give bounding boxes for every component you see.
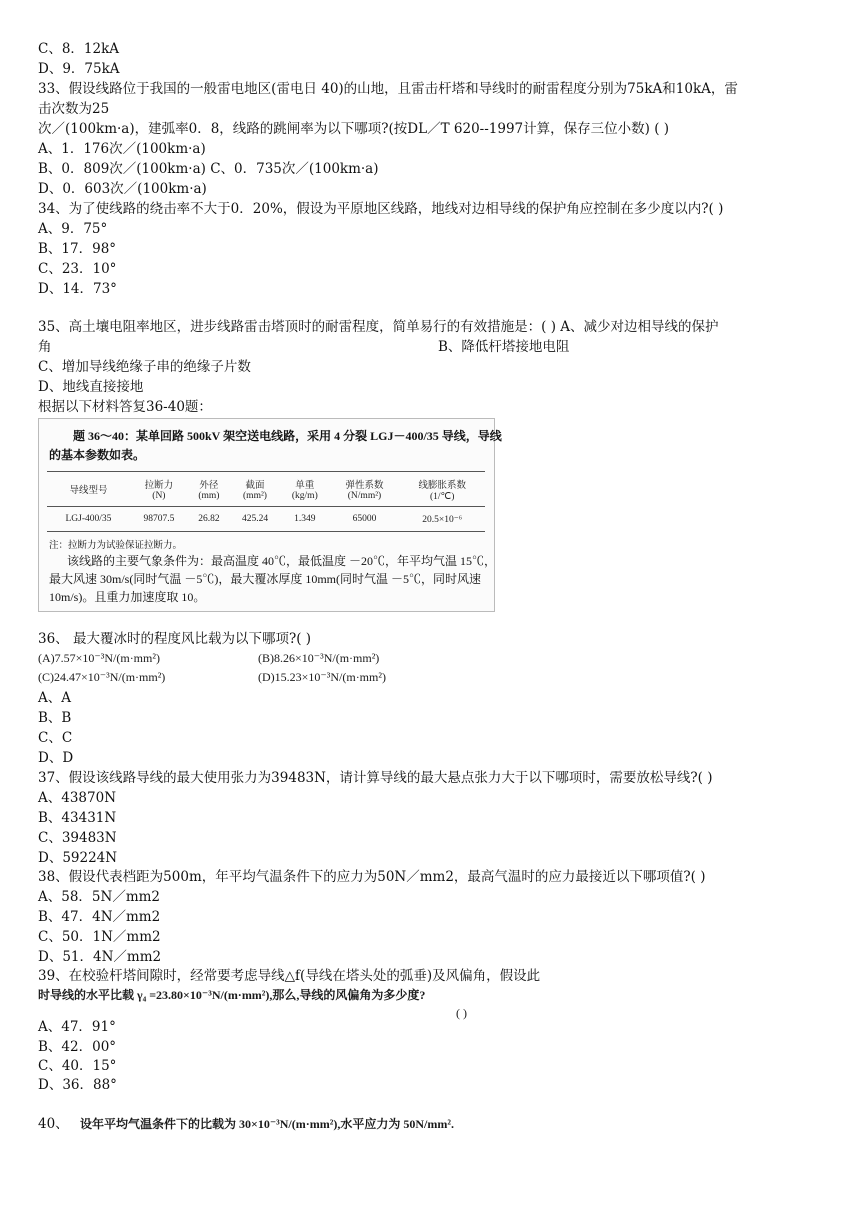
material-intro: 根据以下材料答复36-40题： [38, 399, 212, 415]
figure-paragraph-line1: 该线路的主要气象条件为：最高温度 40℃，最低温度 －20℃，年平均气温 15℃， [67, 554, 497, 568]
figure-paragraph-line2: 最大风速 30m/s(同时气温 －5℃)，最大覆冰厚度 10mm(同时气温 －5℃，同时风速 [49, 572, 481, 586]
q38-option-d: D、51．4N／mm2 [38, 949, 162, 965]
table-cell: 20.5×10⁻⁶ [399, 507, 485, 532]
q36-stem: 36、 最大覆冰时的程度风比载为以下哪项?( ) [38, 631, 312, 647]
q35-option-a-tail: 角 [38, 339, 52, 355]
table-cell: 65000 [330, 507, 400, 532]
q38-option-b: B、47．4N／mm2 [38, 909, 161, 925]
table-cell: LGJ-400/35 [47, 507, 130, 532]
q35-option-b: B、降低杆塔接地电阻 [438, 339, 570, 355]
q38-stem: 38、假设代表档距为500m，年平均气温条件下的应力为50N／mm2，最高气温时的应力最接近以下哪项值?( ) [38, 869, 706, 885]
q38-option-c: C、50．1N／mm2 [38, 929, 161, 945]
q37-stem: 37、假设该线路导线的最大使用张力为39483N，请计算导线的最大悬点张力大于以下哪项时，需要放松导线?( ) [38, 770, 713, 786]
figure-title-line1: 题 36～40：某单回路 500kV 架空送电线路，采用 4 分裂 LGJ－400/35 导线，导线 [73, 429, 502, 443]
table-header-cell: 线膨胀系数 (1/℃) [399, 472, 485, 507]
q33-option-a: A、1．176次／(100km·a) [38, 141, 206, 157]
table-header-cell: 弹性系数 (N/mm²) [330, 472, 400, 507]
table-cell: 26.82 [188, 507, 230, 532]
q40-stem: 设年平均气温条件下的比载为 30×10⁻³N/(m·mm²),水平应力为 50N/mm². [80, 1117, 454, 1131]
q40-number: 40、 [38, 1116, 69, 1132]
q39-stem: 39、在校验杆塔间隙时，经常要考虑导线△f(导线在塔头处的弧垂)及风偏角，假设此 [38, 968, 541, 984]
conductor-parameter-table [47, 471, 485, 532]
q36-choice-a-formula: (A)7.57×10⁻³N/(m·mm²) [38, 651, 160, 665]
q33-stem-line1: 33、假设线路位于我国的一般雷电地区(雷电日 40)的山地，且雷击杆塔和导线时的耐雷程度分别为75kA和10kA，雷 [38, 81, 738, 97]
table-header-cell: 拉断力 (N) [130, 472, 188, 507]
q39-answer-paren: ( ) [456, 1006, 467, 1020]
q36-option-b: B、B [38, 710, 72, 726]
table-header-cell: 单重 (kg/m) [280, 472, 330, 507]
q33-option-d: D、0．603次／(100km·a) [38, 181, 207, 197]
q36-option-a: A、A [38, 690, 71, 706]
table-header-cell: 截面 (mm²) [230, 472, 280, 507]
table-row [47, 507, 485, 532]
q32-option-c: C、8．12kA [38, 41, 120, 57]
q37-option-d: D、59224N [38, 850, 118, 866]
table-cell: 1.349 [280, 507, 330, 532]
q39-option-a: A、47．91° [38, 1019, 116, 1035]
q39-option-b: B、42．00° [38, 1039, 117, 1055]
q35-stem: 35、高土壤电阻率地区，进步线路雷击塔顶时的耐雷程度，简单易行的有效措施是：( ) A、减少对边相导线的保护 [38, 319, 719, 335]
q34-option-c: C、23．10° [38, 261, 117, 277]
q39-option-c: C、40．15° [38, 1058, 117, 1074]
figure-paragraph-line3: 10m/s)。且重力加速度取 10。 [49, 590, 206, 604]
q39-option-d: D、36．88° [38, 1077, 117, 1093]
q34-stem: 34、为了使线路的绕击率不大于0．20%，假设为平原地区线路，地线对边相导线的保护角应控制在多少度以内?( ) [38, 201, 724, 217]
table-header-row [47, 472, 485, 507]
q37-option-a: A、43870N [38, 790, 117, 806]
q37-option-b: B、43431N [38, 810, 117, 826]
q37-option-c: C、39483N [38, 830, 117, 846]
q34-option-d: D、14．73° [38, 281, 117, 297]
q34-option-b: B、17．98° [38, 241, 117, 257]
table-cell: 425.24 [230, 507, 280, 532]
q36-choice-c-formula: (C)24.47×10⁻³N/(m·mm²) [38, 670, 166, 684]
q38-option-a: A、58．5N／mm2 [38, 889, 161, 905]
q33-stem-line2: 击次数为25 [38, 101, 110, 117]
table-header-cell: 导线型号 [47, 472, 130, 507]
figure-title-line2: 的基本参数如表。 [49, 448, 146, 462]
q36-choice-b-formula: (B)8.26×10⁻³N/(m·mm²) [258, 651, 380, 665]
q35-option-c: C、增加导线绝缘子串的绝缘子片数 [38, 359, 251, 375]
q36-option-c: C、C [38, 730, 73, 746]
table-cell: 98707.5 [130, 507, 188, 532]
q33-option-bc: B、0．809次／(100km·a) C、0．735次／(100km·a) [38, 161, 379, 177]
q36-choice-d-formula: (D)15.23×10⁻³N/(m·mm²) [258, 670, 386, 684]
table-note: 注：拉断力为试验保证拉断力。 [49, 541, 183, 551]
q34-option-a: A、9．75° [38, 221, 108, 237]
q39-stem-continuation: 时导线的水平比载 γ₄ =23.80×10⁻³N/(m·mm²),那么,导线的风偏角为多少度? [38, 988, 426, 1002]
q36-option-d: D、D [38, 750, 74, 766]
q32-option-d: D、9．75kA [38, 61, 120, 77]
table-header-cell: 外径 (mm) [188, 472, 230, 507]
material-figure [38, 418, 502, 612]
q33-stem-line3: 次／(100km·a)，建弧率0．8，线路的跳闸率为以下哪项?(按DL／T 620--1997计算，保存三位小数) ( ) [38, 121, 670, 137]
q35-option-d: D、地线直接接地 [38, 379, 144, 395]
